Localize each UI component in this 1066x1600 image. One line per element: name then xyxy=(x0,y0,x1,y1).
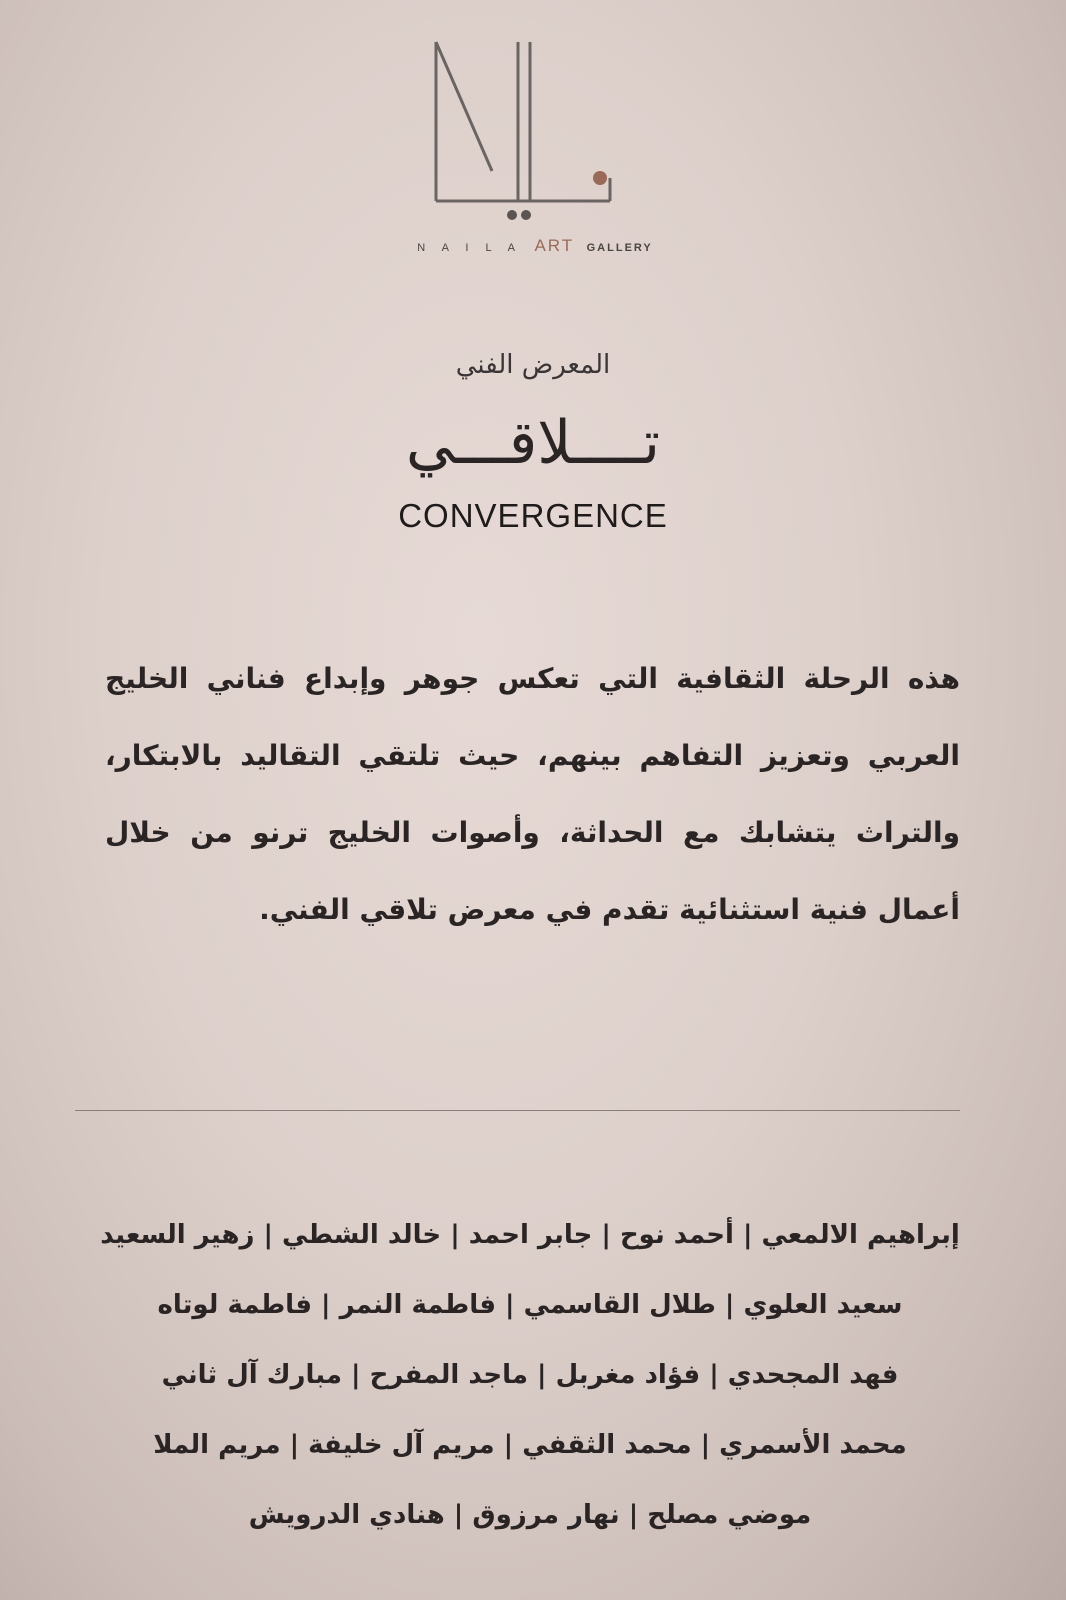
artists-line: سعيد العلوي | طلال القاسمي | فاطمة النمر | فاطمة لوتاه xyxy=(157,1290,903,1320)
exhibition-description: هذه الرحلة الثقافية التي تعكس جوهر وإبداع فناني الخليج العربي وتعزيز التفاهم بينهم، حيث تلتقي التقاليد بالابتكار، والتراث يتشابك مع الحداثة، وأصوات الخليج ترنو من خلال أعمال فنية استثنائية تقدم في معرض تلاقي الفني. xyxy=(105,662,960,926)
artists-line: إبراهيم الالمعي | أحمد نوح | جابر احمد | خالد الشطي | زهير السعيد xyxy=(100,1220,960,1250)
artists-list xyxy=(90,1210,970,1560)
exhibition-subtitle: المعرض الفني xyxy=(455,350,611,380)
gallery-logo-text xyxy=(390,236,680,256)
exhibition-title-english: CONVERGENCE xyxy=(398,497,668,534)
exhibition-title-arabic: تــــلاقـــي xyxy=(405,408,661,478)
gallery-logo xyxy=(390,36,680,266)
artists-line: فهد المجحدي | فؤاد مغربل | ماجد المفرح | مبارك آل ثاني xyxy=(161,1360,899,1390)
divider xyxy=(75,1110,960,1111)
logo-word-gallery: GALLERY xyxy=(586,242,653,254)
artists-line: موضي مصلح | نهار مرزوق | هنادي الدرويش xyxy=(248,1500,812,1530)
logo-word-naila: N A I L A xyxy=(417,242,523,254)
artists-line: محمد الأسمري | محمد الثقفي | مريم آل خليفة | مريم الملا xyxy=(153,1430,907,1460)
logo-word-art: ART xyxy=(534,236,575,255)
gallery-logo-mark xyxy=(430,36,640,226)
